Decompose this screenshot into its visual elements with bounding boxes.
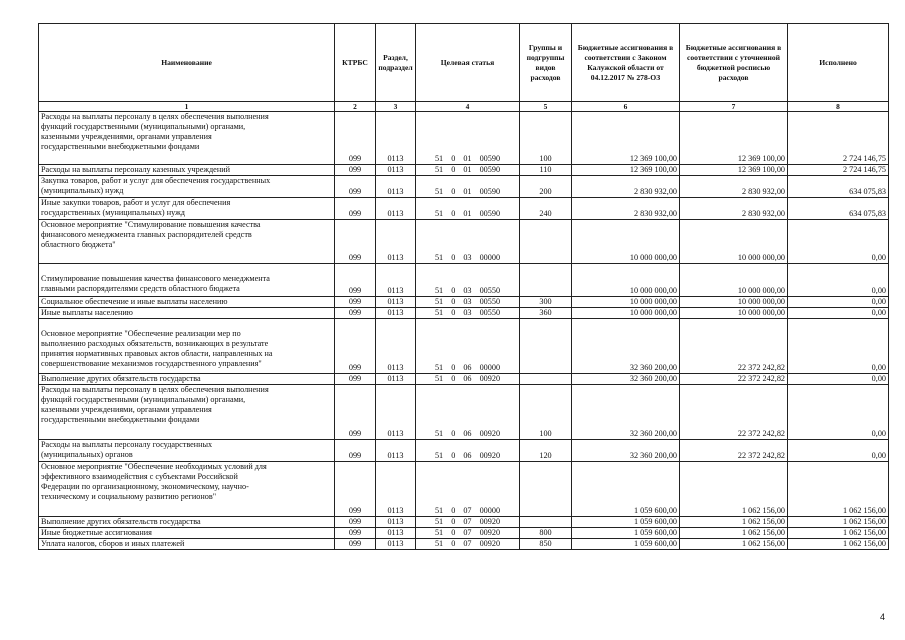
row-razdel: 0113 bbox=[376, 112, 416, 165]
row-vid-raskhodov: 850 bbox=[520, 539, 572, 550]
row-name: Основное мероприятие "Стимулирование повышения качества финансового менеджмента главных распорядителей средств областного бюджета" bbox=[39, 220, 335, 264]
row-name: Иные выплаты населению bbox=[39, 308, 335, 319]
row-vid-raskhodov: 800 bbox=[520, 528, 572, 539]
row-razdel: 0113 bbox=[376, 165, 416, 176]
row-ispolneno: 2 724 146,75 bbox=[788, 165, 889, 176]
row-ispolneno: 1 062 156,00 bbox=[788, 528, 889, 539]
row-budget-law: 10 000 000,00 bbox=[572, 308, 680, 319]
row-celevaya-statya: 51 0 03 00550 bbox=[416, 264, 520, 297]
header-budget-refined: Бюджетные ассигнования в соответствии с уточненной бюджетной росписью расходов bbox=[680, 24, 788, 102]
table-row bbox=[39, 539, 889, 550]
row-name: Стимулирование повышения качества финансового менеджмента главными распорядителями средств областного бюджета bbox=[39, 264, 335, 297]
row-ktrbs: 099 bbox=[335, 112, 376, 165]
row-ispolneno: 1 062 156,00 bbox=[788, 462, 889, 517]
row-celevaya-statya: 51 0 07 00920 bbox=[416, 517, 520, 528]
row-razdel: 0113 bbox=[376, 462, 416, 517]
column-number: 3 bbox=[376, 102, 416, 112]
row-razdel: 0113 bbox=[376, 297, 416, 308]
row-razdel: 0113 bbox=[376, 176, 416, 198]
row-budget-law: 32 360 200,00 bbox=[572, 385, 680, 440]
row-ispolneno: 0,00 bbox=[788, 440, 889, 462]
row-budget-refined: 1 062 156,00 bbox=[680, 528, 788, 539]
row-ispolneno: 0,00 bbox=[788, 297, 889, 308]
row-ispolneno: 1 062 156,00 bbox=[788, 517, 889, 528]
column-number: 1 bbox=[39, 102, 335, 112]
row-budget-refined: 22 372 242,82 bbox=[680, 374, 788, 385]
row-name: Расходы на выплаты персоналу в целях обеспечения выполнения функций государственными (муниципальными) органами, казенными учреждениями, органами управления государственными внебюджетными фондами bbox=[39, 112, 335, 165]
row-ktrbs: 099 bbox=[335, 165, 376, 176]
row-budget-law: 32 360 200,00 bbox=[572, 319, 680, 374]
table-row bbox=[39, 264, 889, 297]
row-budget-refined: 1 062 156,00 bbox=[680, 462, 788, 517]
row-vid-raskhodov bbox=[520, 462, 572, 517]
table-row bbox=[39, 374, 889, 385]
row-ktrbs: 099 bbox=[335, 319, 376, 374]
row-celevaya-statya: 51 0 06 00000 bbox=[416, 319, 520, 374]
row-budget-law: 2 830 932,00 bbox=[572, 176, 680, 198]
row-vid-raskhodov: 100 bbox=[520, 112, 572, 165]
row-ktrbs: 099 bbox=[335, 374, 376, 385]
row-budget-refined: 2 830 932,00 bbox=[680, 176, 788, 198]
row-celevaya-statya: 51 0 06 00920 bbox=[416, 374, 520, 385]
row-razdel: 0113 bbox=[376, 385, 416, 440]
table-row bbox=[39, 220, 889, 264]
row-budget-refined: 10 000 000,00 bbox=[680, 264, 788, 297]
row-name: Основное мероприятие "Обеспечение необходимых условий для эффективного взаимодействия с субъектами Российской Федерации по организационному, экономическому, научно- техническому и социальному развитию регионов" bbox=[39, 462, 335, 517]
row-name: Иные бюджетные ассигнования bbox=[39, 528, 335, 539]
row-ispolneno: 0,00 bbox=[788, 319, 889, 374]
row-budget-law: 1 059 600,00 bbox=[572, 462, 680, 517]
column-number: 4 bbox=[416, 102, 520, 112]
table-row bbox=[39, 112, 889, 165]
row-budget-law: 10 000 000,00 bbox=[572, 264, 680, 297]
row-celevaya-statya: 51 0 06 00920 bbox=[416, 440, 520, 462]
row-vid-raskhodov: 200 bbox=[520, 176, 572, 198]
row-ktrbs: 099 bbox=[335, 385, 376, 440]
row-razdel: 0113 bbox=[376, 319, 416, 374]
row-name: Закупка товаров, работ и услуг для обеспечения государственных (муниципальных) нужд bbox=[39, 176, 335, 198]
row-ispolneno: 0,00 bbox=[788, 220, 889, 264]
row-budget-law: 1 059 600,00 bbox=[572, 539, 680, 550]
row-ispolneno: 0,00 bbox=[788, 308, 889, 319]
row-celevaya-statya: 51 0 07 00000 bbox=[416, 462, 520, 517]
column-number: 7 bbox=[680, 102, 788, 112]
row-budget-law: 32 360 200,00 bbox=[572, 374, 680, 385]
header-razdel: Раздел, подраздел bbox=[376, 24, 416, 102]
row-budget-law: 12 369 100,00 bbox=[572, 165, 680, 176]
header-gruppy-vidov: Группы и подгруппы видов расходов bbox=[520, 24, 572, 102]
row-vid-raskhodov: 360 bbox=[520, 308, 572, 319]
row-vid-raskhodov: 120 bbox=[520, 440, 572, 462]
row-name: Расходы на выплаты персоналу государственных (муниципальных) органов bbox=[39, 440, 335, 462]
table-row bbox=[39, 385, 889, 440]
row-vid-raskhodov: 110 bbox=[520, 165, 572, 176]
row-vid-raskhodov bbox=[520, 264, 572, 297]
row-vid-raskhodov: 300 bbox=[520, 297, 572, 308]
row-budget-law: 1 059 600,00 bbox=[572, 517, 680, 528]
row-ktrbs: 099 bbox=[335, 528, 376, 539]
row-ktrbs: 099 bbox=[335, 176, 376, 198]
column-number: 6 bbox=[572, 102, 680, 112]
row-vid-raskhodov bbox=[520, 220, 572, 264]
header-ispolneno: Исполнено bbox=[788, 24, 889, 102]
row-vid-raskhodov: 240 bbox=[520, 198, 572, 220]
row-celevaya-statya: 51 0 03 00000 bbox=[416, 220, 520, 264]
row-name: Социальное обеспечение и иные выплаты населению bbox=[39, 297, 335, 308]
table-row bbox=[39, 297, 889, 308]
row-ispolneno: 2 724 146,75 bbox=[788, 112, 889, 165]
row-budget-refined: 10 000 000,00 bbox=[680, 308, 788, 319]
budget-table-container bbox=[38, 23, 888, 550]
table-row bbox=[39, 198, 889, 220]
row-budget-refined: 12 369 100,00 bbox=[680, 112, 788, 165]
table-row bbox=[39, 319, 889, 374]
column-number: 8 bbox=[788, 102, 889, 112]
row-razdel: 0113 bbox=[376, 264, 416, 297]
row-ktrbs: 099 bbox=[335, 440, 376, 462]
row-razdel: 0113 bbox=[376, 517, 416, 528]
row-razdel: 0113 bbox=[376, 440, 416, 462]
row-budget-refined: 22 372 242,82 bbox=[680, 319, 788, 374]
header-celevaya-statya: Целевая статья bbox=[416, 24, 520, 102]
row-budget-law: 10 000 000,00 bbox=[572, 297, 680, 308]
table-row bbox=[39, 440, 889, 462]
table-row bbox=[39, 517, 889, 528]
row-celevaya-statya: 51 0 07 00920 bbox=[416, 539, 520, 550]
row-celevaya-statya: 51 0 06 00920 bbox=[416, 385, 520, 440]
row-budget-law: 12 369 100,00 bbox=[572, 112, 680, 165]
row-name: Расходы на выплаты персоналу в целях обеспечения выполнения функций государственными (муниципальными) органами, казенными учреждениями, органами управления государственными внебюджетными фондами bbox=[39, 385, 335, 440]
row-budget-refined: 22 372 242,82 bbox=[680, 440, 788, 462]
row-ispolneno: 1 062 156,00 bbox=[788, 539, 889, 550]
row-celevaya-statya: 51 0 03 00550 bbox=[416, 297, 520, 308]
row-ispolneno: 0,00 bbox=[788, 374, 889, 385]
row-budget-refined: 12 369 100,00 bbox=[680, 165, 788, 176]
row-ktrbs: 099 bbox=[335, 539, 376, 550]
row-name: Расходы на выплаты персоналу казенных учреждений bbox=[39, 165, 335, 176]
row-razdel: 0113 bbox=[376, 539, 416, 550]
row-budget-refined: 1 062 156,00 bbox=[680, 517, 788, 528]
column-number: 2 bbox=[335, 102, 376, 112]
row-ktrbs: 099 bbox=[335, 517, 376, 528]
row-budget-refined: 1 062 156,00 bbox=[680, 539, 788, 550]
row-ispolneno: 634 075,83 bbox=[788, 176, 889, 198]
row-celevaya-statya: 51 0 03 00550 bbox=[416, 308, 520, 319]
row-name: Основное мероприятие "Обеспечение реализации мер по выполнению расходных обязательств, возникающих в результате принятия нормативных правовых актов области, направленных на совершенствование механизмов государственного управления" bbox=[39, 319, 335, 374]
row-vid-raskhodov: 100 bbox=[520, 385, 572, 440]
row-budget-refined: 10 000 000,00 bbox=[680, 220, 788, 264]
header-name: Наименование bbox=[39, 24, 335, 102]
table-header-row bbox=[39, 24, 889, 102]
row-celevaya-statya: 51 0 07 00920 bbox=[416, 528, 520, 539]
row-name: Выполнение других обязательств государства bbox=[39, 517, 335, 528]
table-row bbox=[39, 308, 889, 319]
row-budget-law: 10 000 000,00 bbox=[572, 220, 680, 264]
header-budget-law: Бюджетные ассигнования в соответствии с Законом Калужской области от 04.12.2017 № 278-ОЗ bbox=[572, 24, 680, 102]
row-ktrbs: 099 bbox=[335, 264, 376, 297]
row-ktrbs: 099 bbox=[335, 308, 376, 319]
row-vid-raskhodov bbox=[520, 319, 572, 374]
row-budget-law: 32 360 200,00 bbox=[572, 440, 680, 462]
row-budget-refined: 22 372 242,82 bbox=[680, 385, 788, 440]
table-row bbox=[39, 528, 889, 539]
row-name: Иные закупки товаров, работ и услуг для обеспечения государственных (муниципальных) нужд bbox=[39, 198, 335, 220]
row-budget-law: 2 830 932,00 bbox=[572, 198, 680, 220]
row-celevaya-statya: 51 0 01 00590 bbox=[416, 198, 520, 220]
row-budget-refined: 10 000 000,00 bbox=[680, 297, 788, 308]
header-ktrbs: КТРБС bbox=[335, 24, 376, 102]
row-vid-raskhodov bbox=[520, 517, 572, 528]
column-number-row bbox=[39, 102, 889, 112]
table-row bbox=[39, 176, 889, 198]
table-body bbox=[39, 112, 889, 550]
row-celevaya-statya: 51 0 01 00590 bbox=[416, 112, 520, 165]
row-name: Выполнение других обязательств государства bbox=[39, 374, 335, 385]
row-name: Уплата налогов, сборов и иных платежей bbox=[39, 539, 335, 550]
table-row bbox=[39, 462, 889, 517]
row-ispolneno: 0,00 bbox=[788, 385, 889, 440]
page-number: 4 bbox=[879, 612, 885, 622]
row-razdel: 0113 bbox=[376, 220, 416, 264]
row-ktrbs: 099 bbox=[335, 198, 376, 220]
row-razdel: 0113 bbox=[376, 198, 416, 220]
row-budget-refined: 2 830 932,00 bbox=[680, 198, 788, 220]
row-vid-raskhodov bbox=[520, 374, 572, 385]
row-razdel: 0113 bbox=[376, 308, 416, 319]
row-budget-law: 1 059 600,00 bbox=[572, 528, 680, 539]
row-ispolneno: 634 075,83 bbox=[788, 198, 889, 220]
row-razdel: 0113 bbox=[376, 528, 416, 539]
column-number: 5 bbox=[520, 102, 572, 112]
row-razdel: 0113 bbox=[376, 374, 416, 385]
table-row bbox=[39, 165, 889, 176]
budget-execution-table bbox=[38, 23, 889, 550]
row-ktrbs: 099 bbox=[335, 462, 376, 517]
row-ktrbs: 099 bbox=[335, 220, 376, 264]
row-ktrbs: 099 bbox=[335, 297, 376, 308]
row-celevaya-statya: 51 0 01 00590 bbox=[416, 165, 520, 176]
row-ispolneno: 0,00 bbox=[788, 264, 889, 297]
row-celevaya-statya: 51 0 01 00590 bbox=[416, 176, 520, 198]
